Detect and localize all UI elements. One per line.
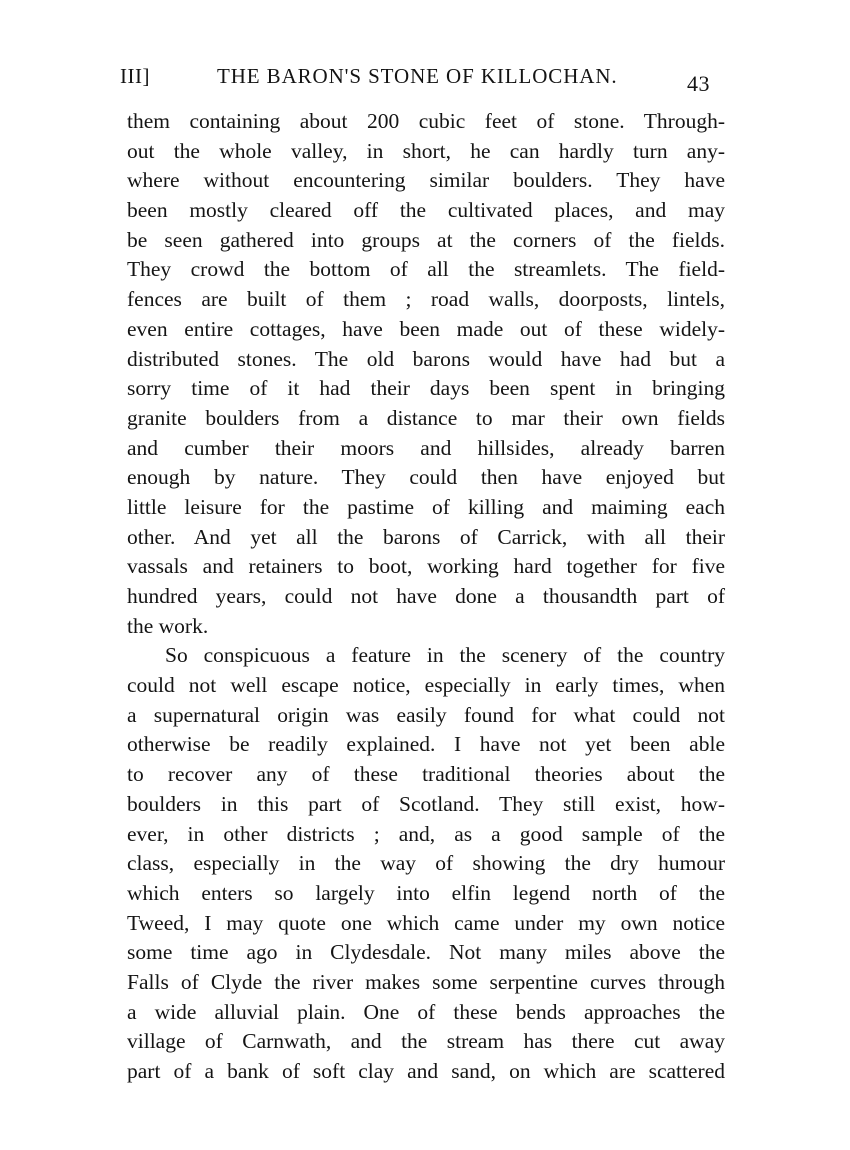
paragraph-1 [127, 107, 725, 641]
text-line: hundred years, could not have done a thousandth part of [127, 584, 725, 608]
text-line: some time ago in Clydesdale. Not many miles above the [127, 940, 725, 965]
text-line: and cumber their moors and hillsides, already barren [127, 435, 725, 460]
text-line: Tweed, I may quote one which came under my own notice [127, 910, 725, 935]
text-line: could not well escape notice, especially in early times, when [127, 673, 725, 698]
text-line: even entire cottages, have been made out of these widely- [127, 316, 725, 341]
text-line: village of Carnwath, and the stream has there cut away [127, 1029, 725, 1054]
paragraph-2 [127, 641, 725, 1086]
chapter-number: III] [120, 64, 150, 88]
text-line: been mostly cleared off the cultivated places, and may [127, 198, 725, 223]
text-line: other. And yet all the barons of Carrick, with all their [127, 524, 725, 549]
text-line: So conspicuous a feature in the scenery of the country [165, 643, 725, 668]
text-line: otherwise be readily explained. I have not yet been able [127, 732, 725, 757]
text-line: out the whole valley, in short, he can hardly turn any- [127, 138, 725, 163]
text-line: a supernatural origin was easily found for what could not [127, 702, 725, 727]
text-line: distributed stones. The old barons would have had but a [127, 346, 725, 371]
text-line: vassals and retainers to boot, working hard together for five [127, 554, 725, 579]
text-line: where without encountering similar boulders. They have [127, 168, 725, 193]
text-line: part of a bank of soft clay and sand, on which are scattered [127, 1059, 725, 1083]
running-header [120, 64, 710, 98]
text-line: the work. [127, 613, 209, 638]
text-line: They crowd the bottom of all the streamlets. The field- [127, 257, 725, 282]
text-line: be seen gathered into groups at the corners of the fields. [127, 227, 725, 252]
text-line: little leisure for the pastime of killing and maiming each [127, 494, 725, 519]
text-line: ever, in other districts ; and, as a good sample of the [127, 821, 725, 846]
page-number: 43 [687, 71, 710, 96]
text-line: sorry time of it had their days been spent in bringing [127, 376, 725, 401]
text-line: boulders in this part of Scotland. They still exist, how- [127, 791, 725, 816]
text-line: a wide alluvial plain. One of these bends approaches the [127, 999, 725, 1024]
text-line: to recover any of these traditional theories about the [127, 762, 725, 787]
body-text [127, 107, 725, 1087]
text-line: granite boulders from a distance to mar their own fields [127, 405, 725, 430]
text-line: which enters so largely into elfin legend north of the [127, 880, 725, 905]
text-line: enough by nature. They could then have enjoyed but [127, 465, 725, 490]
text-line: class, especially in the way of showing the dry humour [127, 851, 725, 876]
text-line: them containing about 200 cubic feet of stone. Through- [127, 109, 725, 133]
text-line: Falls of Clyde the river makes some serpentine curves through [127, 969, 725, 994]
text-line: fences are built of them ; road walls, doorposts, lintels, [127, 287, 725, 312]
running-title: THE BARON'S STONE OF KILLOCHAN. [217, 64, 618, 88]
